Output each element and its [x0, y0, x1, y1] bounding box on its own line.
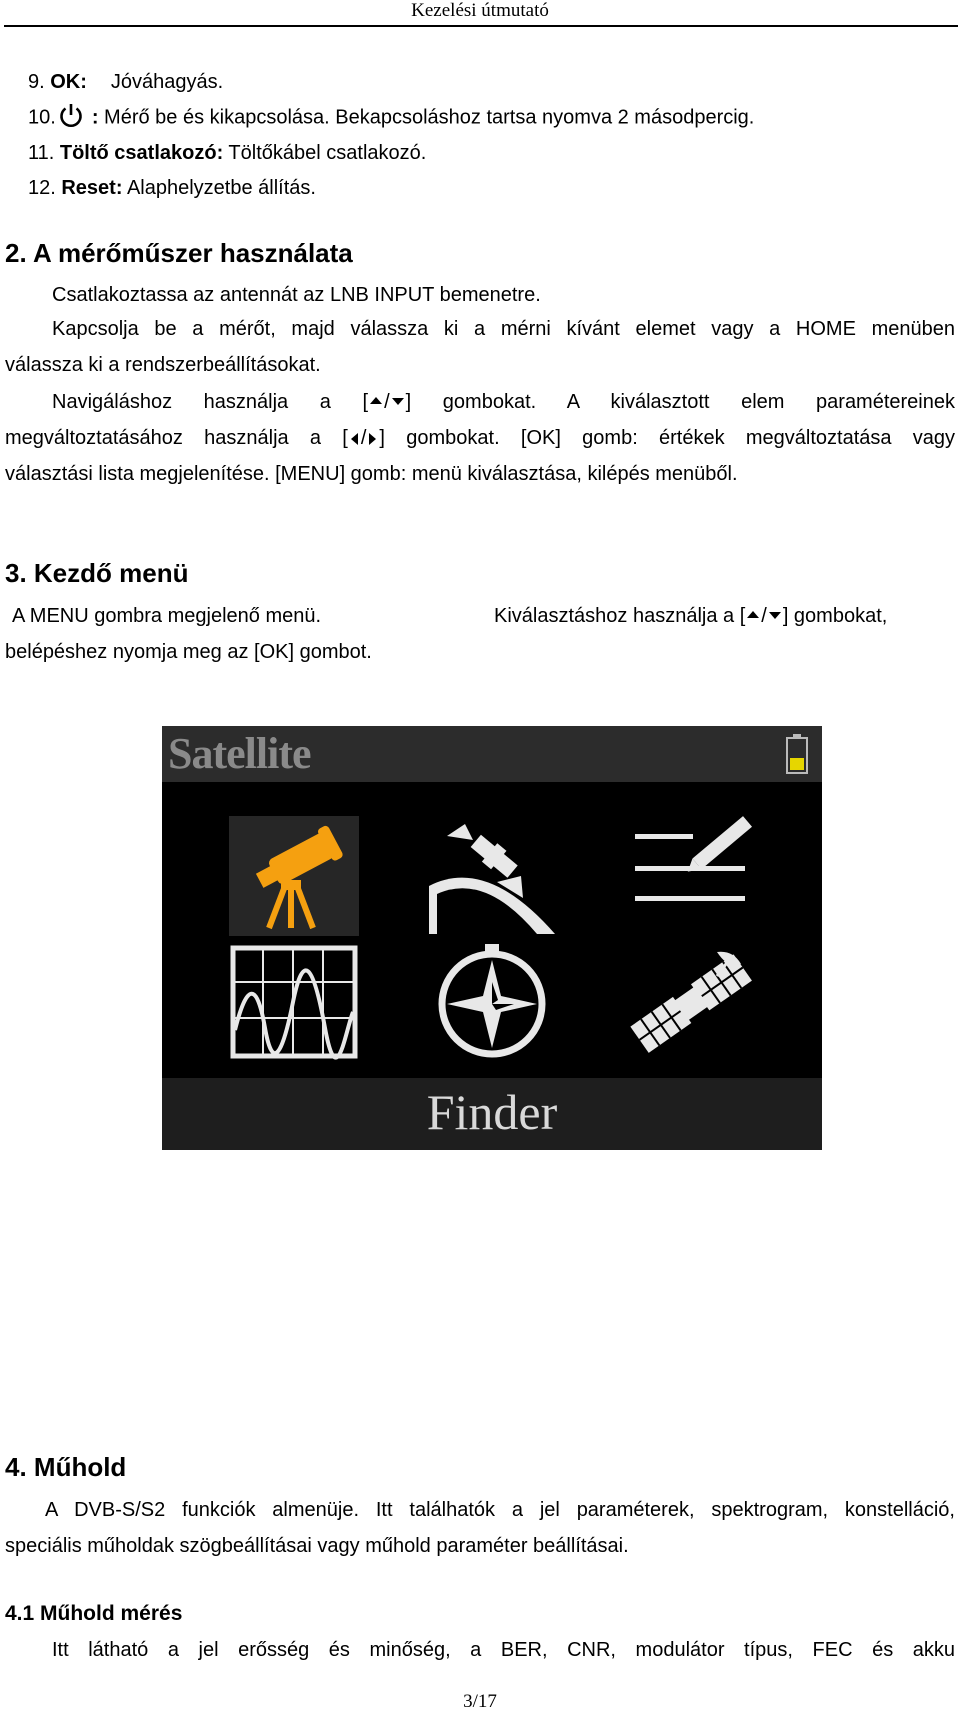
section-3-heading: 3. Kezdő menü: [5, 558, 189, 588]
list-item-10: [28, 105, 754, 131]
section-2-paragraph-1: Csatlakoztassa az antennát az LNB INPUT bemenetre.: [52, 284, 541, 306]
section-3-paragraph-1-part-2: [494, 604, 887, 628]
text-segment: ] gombokat. A kiválasztott elem paramétereinek: [405, 391, 955, 413]
list-item-11: [28, 141, 426, 165]
item-text: Mérő be és kikapcsolása. Bekapcsoláshoz tartsa nyomva 2 másodpercig.: [98, 106, 755, 129]
text-segment: Kiválasztáshoz használja a [: [494, 605, 746, 627]
text-segment: megváltoztatásához használja a [: [5, 427, 348, 449]
section-2-paragraph-3-line-2: [5, 426, 955, 450]
satellite-dish-icon: [427, 816, 557, 936]
device-home-screen: [162, 726, 822, 1150]
section-2-paragraph-2-line-1: Kapcsolja be a mérőt, majd válassza ki a mérni kívánt elemet vagy a HOME menüben: [52, 318, 955, 340]
item-number: 10.: [28, 106, 56, 129]
arrow-down-icon: [769, 612, 781, 619]
item-text: Töltőkábel csatlakozó.: [223, 142, 427, 164]
text-segment: /: [360, 427, 367, 449]
item-text: Jóváhagyás.: [110, 71, 224, 93]
section-2-paragraph-2-line-2: válassza ki a rendszerbeállításokat.: [5, 354, 321, 376]
edit-list-icon: [625, 816, 755, 936]
page-number: 3/17: [463, 1691, 497, 1712]
section-4-heading: 4. Műhold: [5, 1452, 127, 1482]
section-3-paragraph-2: belépéshez nyomja meg az [OK] gombot.: [5, 641, 372, 663]
telescope-icon: [229, 816, 359, 936]
item-key: Reset:: [61, 177, 123, 199]
menu-tile-satellite-signal[interactable]: [427, 816, 557, 936]
arrow-up-icon: [747, 611, 759, 618]
compass-icon: [427, 942, 557, 1062]
menu-tile-satellite[interactable]: [625, 942, 755, 1062]
power-icon: [58, 102, 84, 128]
arrow-left-icon: [351, 433, 358, 445]
section-2-heading: 2. A mérőműszer használata: [5, 238, 353, 268]
section-4-paragraph-line-2: speciális műholdak szögbeállításai vagy műhold paraméter beállításai.: [5, 1535, 629, 1557]
item-key: Töltő csatlakozó:: [59, 142, 224, 164]
list-item-12: [28, 176, 316, 200]
arrow-up-icon: [370, 397, 382, 404]
section-2-paragraph-3-line-1: [52, 390, 955, 414]
arrow-down-icon: [392, 398, 404, 405]
section-4-1-heading: 4.1 Műhold mérés: [5, 1602, 183, 1625]
text-segment: /: [761, 605, 767, 627]
section-4-paragraph-line-1: A DVB-S/S2 funkciók almenüje. Itt találhatók a jel paraméterek, spektrogram, konstelláció,: [45, 1499, 955, 1521]
item-text: Alaphelyzetbe állítás.: [122, 177, 316, 199]
battery-icon: [786, 734, 808, 774]
item-number: 11.: [28, 142, 60, 164]
selected-item-label: Finder: [426, 1084, 558, 1140]
menu-tile-spectrum[interactable]: [229, 942, 359, 1062]
text-segment: ] gombokat,: [782, 605, 888, 627]
header-rule: [4, 25, 958, 27]
page-header-title: Kezelési útmutató: [411, 0, 549, 21]
text-segment: ] gombokat. [OK] gomb: értékek megváltoztatása vagy: [379, 427, 955, 449]
section-4-1-paragraph: Itt látható a jel erősség és minőség, a BER, CNR, modulátor típus, FEC és akku: [52, 1639, 955, 1661]
text-segment: /: [384, 391, 390, 413]
text-segment: Navigáláshoz használja a [: [52, 391, 369, 413]
menu-tile-settings-list[interactable]: [625, 816, 755, 936]
section-3-paragraph-1-part-1: A MENU gombra megjelenő menü.: [12, 605, 322, 627]
arrow-right-icon: [369, 433, 376, 445]
section-2-paragraph-3-line-3: választási lista megjelenítése. [MENU] gomb: menü kiválasztása, kilépés menüből.: [5, 463, 738, 485]
screen-title: Satellite: [168, 729, 311, 778]
item-key: OK:: [50, 71, 87, 93]
item-key: :: [91, 106, 99, 129]
satellite-icon: [625, 942, 755, 1062]
menu-tile-telescope[interactable]: [229, 816, 359, 936]
item-number: 12.: [28, 177, 62, 199]
item-number: 9.: [28, 71, 51, 93]
list-item-9: [28, 70, 223, 94]
spectrum-icon: [229, 942, 359, 1062]
menu-tile-compass[interactable]: [427, 942, 557, 1062]
